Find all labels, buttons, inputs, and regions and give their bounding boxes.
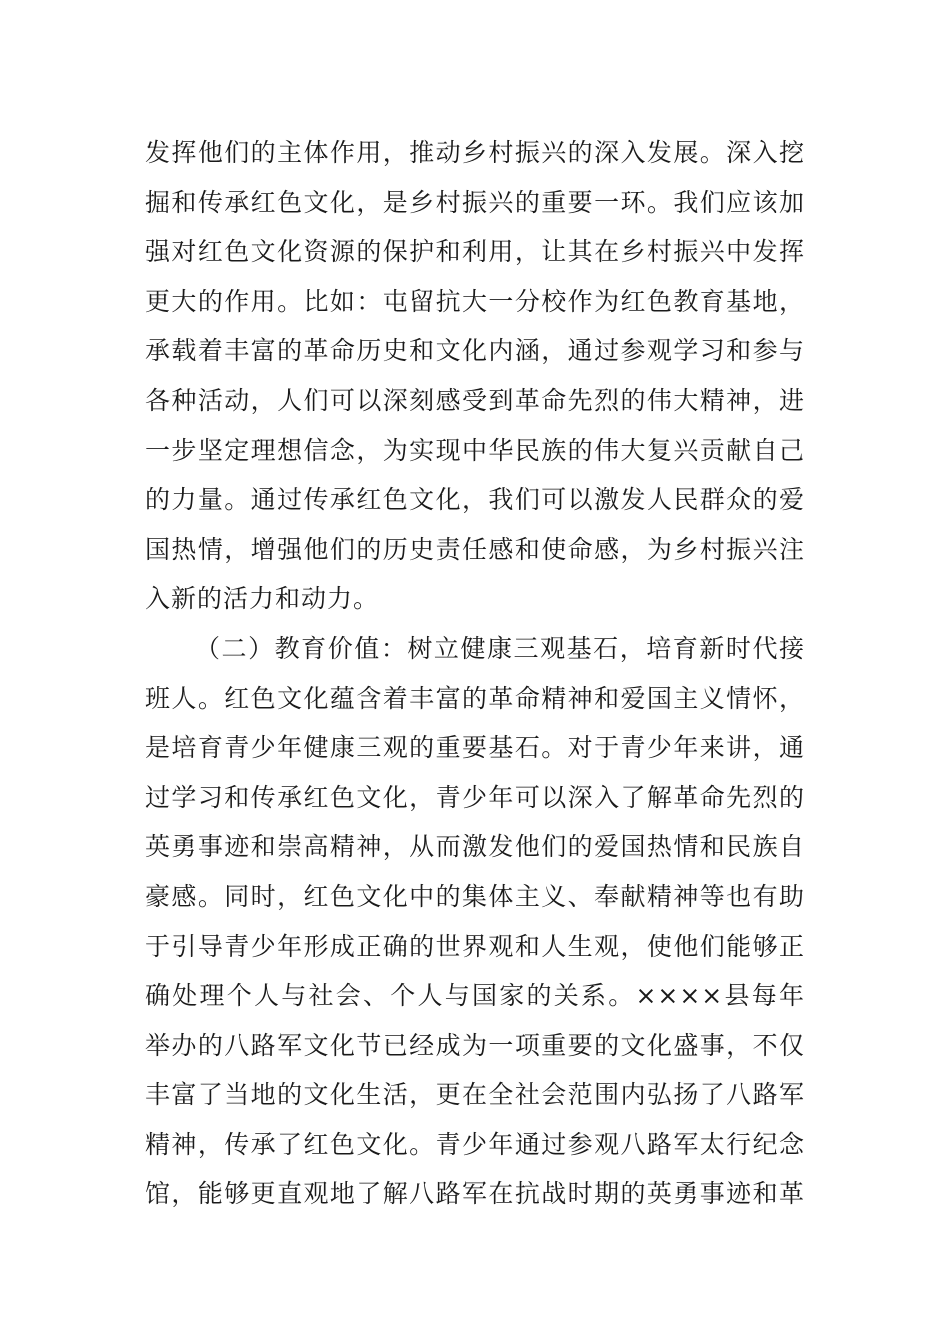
text-line: 过学习和传承红色文化，青少年可以深入了解革命先烈的 <box>145 782 805 812</box>
text-line: 国热情，增强他们的历史责任感和使命感，为乡村振兴注 <box>145 534 805 564</box>
text-line: 确处理个人与社会、个人与国家的关系。××××县每年 <box>145 981 805 1011</box>
text-line: 精神，传承了红色文化。青少年通过参观八路军太行纪念 <box>145 1129 805 1159</box>
text-line: 更大的作用。比如：屯留抗大一分校作为红色教育基地， <box>145 286 805 316</box>
text-line: 举办的八路军文化节已经成为一项重要的文化盛事，不仅 <box>145 1030 805 1060</box>
text-line: 承载着丰富的革命历史和文化内涵，通过参观学习和参与 <box>145 336 805 366</box>
text-line: 各种活动，人们可以深刻感受到革命先烈的伟大精神，进 <box>145 385 805 415</box>
text-line: 发挥他们的主体作用，推动乡村振兴的深入发展。深入挖 <box>145 138 805 167</box>
text-line: 班人。红色文化蕴含着丰富的革命精神和爱国主义情怀， <box>145 683 805 713</box>
text-line: 一步坚定理想信念，为实现中华民族的伟大复兴贡献自己 <box>145 435 805 465</box>
text-line: 掘和传承红色文化，是乡村振兴的重要一环。我们应该加 <box>145 187 805 217</box>
text-line: 馆，能够更直观地了解八路军在抗战时期的英勇事迹和革 <box>145 1179 805 1209</box>
text-line: 强对红色文化资源的保护和利用，让其在乡村振兴中发挥 <box>145 237 805 267</box>
text-line: 于引导青少年形成正确的世界观和人生观，使他们能够正 <box>145 931 805 961</box>
section-heading-line: （二）教育价值：树立健康三观基石，培育新时代接 <box>195 633 805 663</box>
text-line: 是培育青少年健康三观的重要基石。对于青少年来讲，通 <box>145 733 805 763</box>
text-line: 丰富了当地的文化生活，更在全社会范围内弘扬了八路军 <box>145 1080 805 1110</box>
text-line: 豪感。同时，红色文化中的集体主义、奉献精神等也有助 <box>145 881 805 911</box>
text-line: 的力量。通过传承红色文化，我们可以激发人民群众的爱 <box>145 485 805 515</box>
text-line: 英勇事迹和崇高精神，从而激发他们的爱国热情和民族自 <box>145 832 805 862</box>
body-text <box>145 128 805 1219</box>
text-line: 入新的活力和动力。 <box>145 584 380 614</box>
